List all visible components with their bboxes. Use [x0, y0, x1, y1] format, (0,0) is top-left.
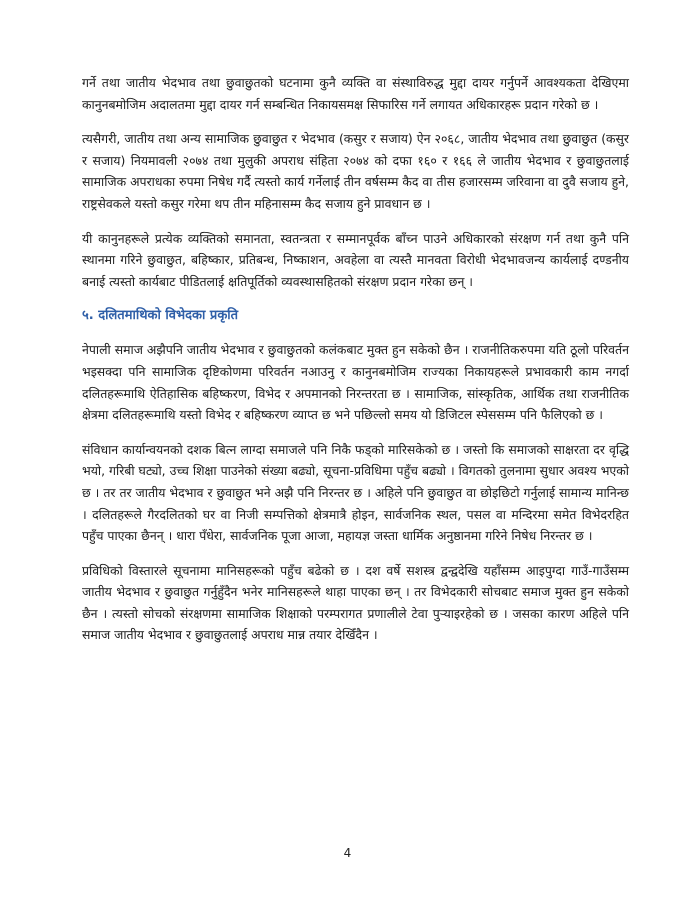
section-heading: ५. दलितमाथिको विभेदका प्रकृति	[82, 308, 239, 324]
paragraph-technology-expansion: प्रविधिको विस्तारले सूचनामा मानिसहरूको पहुँच बढेको छ । दश वर्षे सशस्त्र द्वन्द्वदेखि यहाँसम्म आइपुग्दा गाउँ-गाउँसम्म जातीय भेदभाव र छुवाछुत गर्नुहुँदैन भनेर मानिसहरूले थाहा पाएका छन् । तर विभेदकारी सोचबाट समाज मुक्त हुन सकेको छैन । त्यस्तो सोचको संरक्षणमा सामाजिक शिक्षाको परम्परागत प्रणालीले टेवा पुऱ्याइरहेको छ । जसका कारण अहिले पनि समाज जातीय भेदभाव र छुवाछुतलाई अपराध मान्न तयार देखिँदैन ।	[82, 562, 629, 643]
paragraph-recommendation-powers: गर्ने तथा जातीय भेदभाव तथा छुवाछुतको घटनामा कुनै व्यक्ति वा संस्थाविरुद्ध मुद्दा दायर गर्नुपर्ने आवश्यकता देखिएमा कानुनबमोजिम अदालतमा मुद्दा दायर गर्न सम्बन्धित निकायसमक्ष सिफारिस गर्ने लगायत अधिकारहरू प्रदान गरेको छ ।	[82, 75, 629, 112]
page-number: 4	[343, 846, 352, 860]
paragraph-nepali-society: नेपाली समाज अझैपनि जातीय भेदभाव र छुवाछुतको कलंकबाट मुक्त हुन सकेको छैन । राजनीतिकरुपमा यति ठूलो परिवर्तन भइसक्दा पनि सामाजिक दृष्टिकोणमा परिवर्तन नआउनु र कानुनबमोजिम राज्यका निकायहरूले प्रभावकारी काम नगर्दा दलितहरूमाथि ऐतिहासिक बहिष्करण, विभेद र अपमानको निरन्तरता छ । सामाजिक, सांस्कृतिक, आर्थिक तथा राजनीतिक क्षेत्रमा दलितहरूमाथि यस्तो विभेद र बहिष्करण व्याप्त छ भने पछिल्लो समय यो डिजिटल स्पेससम्म पनि फैलिएको छ ।	[82, 342, 629, 423]
paragraph-constitution-decade: संविधान कार्यान्वयनको दशक बित्न लाग्दा समाजले पनि निकै फड्को मारिसकेको छ । जस्तो कि समाजको साक्षरता दर वृद्धि भयो, गरिबी घट्यो, उच्च शिक्षा पाउनेको संख्या बढ्यो, सूचना-प्रविधिमा पहुँच बढ्यो । विगतको तुलनामा सुधार अवश्य भएको छ । तर तर जातीय भेदभाव र छुवाछुत भने अझै पनि निरन्तर छ । अहिले पनि छुवाछुत वा छोइछिटो गर्नुलाई सामान्य मानिन्छ । दलितहरूले गैरदलितको घर वा निजी सम्पत्तिको क्षेत्रमात्रै होइन, सार्वजनिक स्थल, पसल वा मन्दिरमा समेत विभेदरहित पहुँच पाएका छैनन् । धारा पँधेरा, सार्वजनिक पूजा आजा, महायज्ञ जस्ता धार्मिक अनुष्ठानमा गरिने निषेध निरन्तर छ ।	[82, 441, 629, 544]
paragraph-legal-provisions: त्यसैगरी, जातीय तथा अन्य सामाजिक छुवाछुत र भेदभाव (कसुर र सजाय) ऐन २०६८, जातीय भेदभाव तथा छुवाछुत (कसुर र सजाय) नियमावली २०७४ तथा मुलुकी अपराध संहिता २०७४ को दफा १६० र १६६ ले जातीय भेदभाव र छुवाछुतलाई सामाजिक अपराधका रुपमा निषेध गर्दै त्यस्तो कार्य गर्नेलाई तीन वर्षसम्म कैद वा तीस हजारसम्म जरिवाना वा दुवै सजाय हुने, राष्ट्रसेवकले यस्तो कसुर गरेमा थप तीन महिनासम्म कैद सजाय हुने प्रावधान छ ।	[82, 131, 629, 211]
paragraph-law-protection: यी कानुनहरूले प्रत्येक व्यक्तिको समानता, स्वतन्त्रता र सम्मानपूर्वक बाँच्न पाउने अधिकारको संरक्षण गर्न तथा कुनै पनि स्थानमा गरिने छुवाछुत, बहिष्कार, प्रतिबन्ध, निष्काशन, अवहेला वा त्यस्तै मानवता विरोधी भेदभावजन्य कार्यलाई दण्डनीय बनाई त्यस्तो कार्यबाट पीडितलाई क्षतिपूर्तिको व्यवस्थासहितको संरक्षण प्रदान गरेका छन् ।	[82, 230, 629, 289]
